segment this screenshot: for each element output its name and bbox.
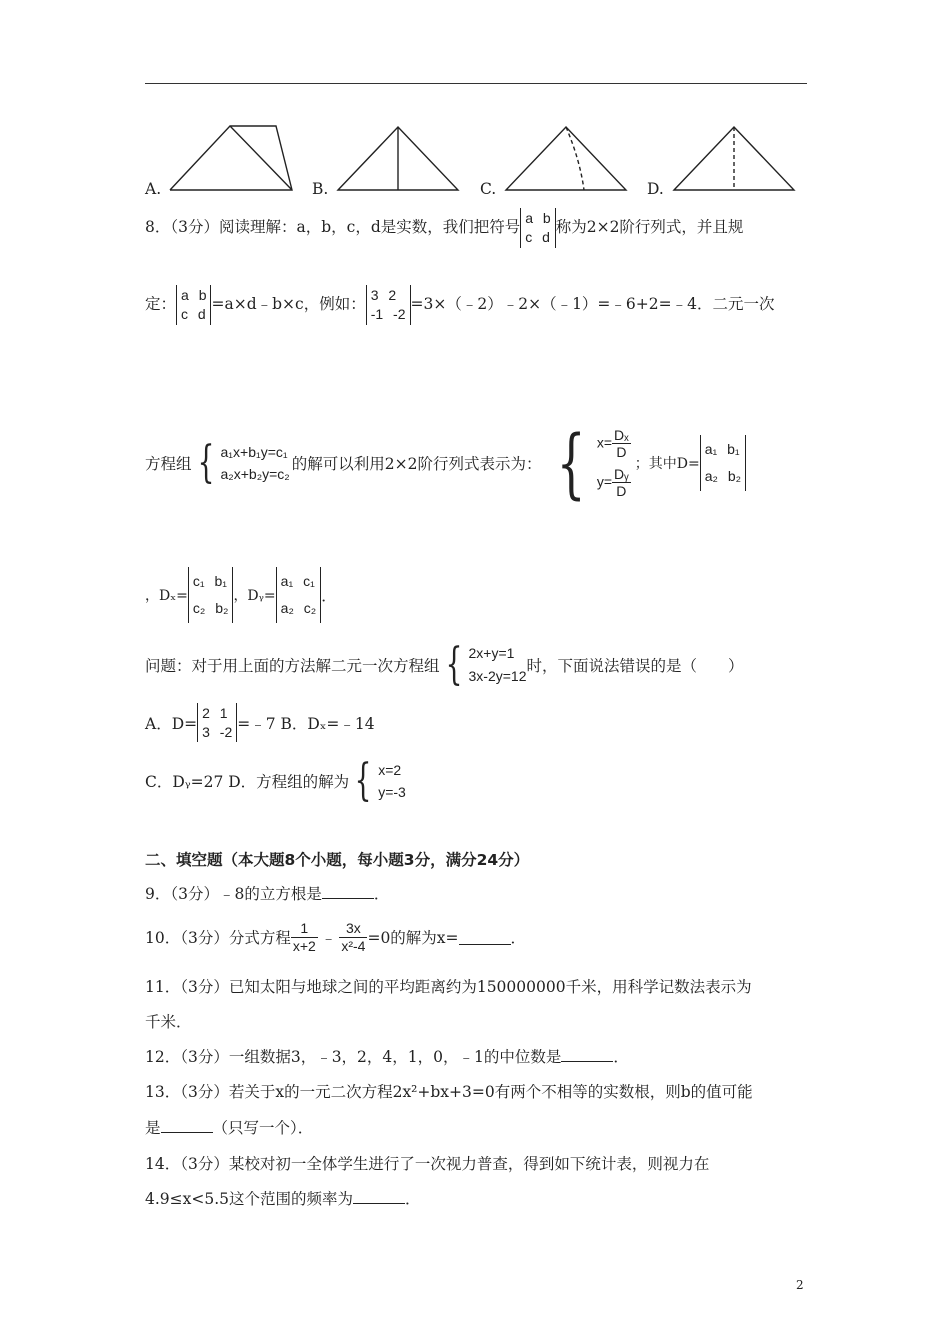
optD-system: { x=2 y=-3 <box>354 755 406 806</box>
q8-line2: 定： a b c d =a×d﹣b×c，例如： 3 2 -1 -2 =3×（﹣2）﹣2×（﹣1）=﹣6+2=﹣4．二元一次 <box>145 285 774 325</box>
det-def: a b c d <box>176 285 211 325</box>
q8-options-ab: A．D= 2 1 3 -2 =﹣7 B．Dₓ=﹣14 <box>145 700 375 745</box>
q9: 9．（3分）﹣8的立方根是 ． <box>145 885 390 903</box>
figure-a-shape <box>170 126 292 190</box>
q12: 12．（3分）一组数据3，﹣3，2，4，1，0，﹣1的中位数是 ． <box>145 1048 629 1066</box>
figure-b-shape <box>338 127 458 190</box>
q8-question-line: 问题：对于用上面的方法解二元一次方程组 { 2x+y=1 3x-2y=12 时，下面说法错误的是（ ） <box>145 638 744 690</box>
figure-label-a: A. <box>145 180 162 198</box>
q8-text-1: 8．（3分）阅读理解：a，b，c，d是实数，我们把符号 <box>145 217 521 236</box>
q13-line2: 是 （只写一个）． <box>145 1119 314 1137</box>
figure-label-d: D. <box>647 180 664 198</box>
figure-d-shape <box>674 127 794 190</box>
question-system: { 2x+y=1 3x-2y=12 <box>445 638 527 690</box>
q10: 10．（3分）分式方程 $\frac{1}{x+2}$ ﹣ $\frac{3x}{\text{x²-4}}$ =0的解为x= ． <box>145 920 527 954</box>
q14-line2: 4.9≤x<5.5这个范围的频率为 ． <box>145 1190 421 1208</box>
det-Dy: a₁ c₁ a₂ c₂ <box>276 567 322 622</box>
q13-line1: 13．（3分）若关于x的一元二次方程2x²+bx+3=0有两个不相等的实数根，则b的值可能 <box>145 1083 753 1101</box>
q8-system-line: 方程组 { a₁x+b₁y=c₁ a₂x+b₂y=c₂ 的解可以利用2×2阶行列式表示为： { x= $\frac{\text{Dₓ}}{D}$ y= $\frac{\text{Dᵧ}}{D}$ ；其中D= a₁ b₁ a₂ b₂ <box>145 408 746 518</box>
det-D: a₁ b₁ a₂ b₂ <box>700 435 746 490</box>
q8-dx-dy-line: ，Dₓ= c₁ b₁ c₂ b₂ ，Dᵧ= a₁ c₁ a₂ c₂ ． <box>145 565 337 625</box>
q8-options-cd: C．Dᵧ=27 D．方程组的解为 { x=2 y=-3 <box>145 755 406 806</box>
det-example: 3 2 -1 -2 <box>366 285 411 325</box>
q8-line1 <box>145 208 743 248</box>
q14-line1: 14．（3分）某校对初一全体学生进行了一次视力普查，得到如下统计表，则视力在 <box>145 1155 710 1173</box>
det-optA: 2 1 3 -2 <box>197 703 237 743</box>
solution-formula: { x= $\frac{\text{Dₓ}}{D}$ y= $\frac{\text{Dᵧ}}{D}$ <box>557 418 629 507</box>
q11-line1: 11．（3分）已知太阳与地球之间的平均距离约为150000000千米，用科学记数法表示为 <box>145 978 752 996</box>
q8-text-2: 称为2×2阶行列式，并且规 <box>555 217 744 236</box>
general-system: { a₁x+b₁y=c₁ a₂x+b₂y=c₂ <box>197 437 290 488</box>
figure-label-c: C. <box>480 180 497 198</box>
q11-line2: 千米． <box>145 1013 192 1031</box>
page-number: 2 <box>796 1278 804 1292</box>
det-symbol: a b c d <box>520 208 555 248</box>
section2-title: 二、填空题（本大题8个小题，每小题3分，满分24分） <box>145 851 530 869</box>
det-Dx: c₁ b₁ c₂ b₂ <box>188 567 234 622</box>
figure-label-b: B. <box>312 180 329 198</box>
triangle-figures <box>0 0 950 200</box>
figure-c-shape <box>506 127 626 190</box>
